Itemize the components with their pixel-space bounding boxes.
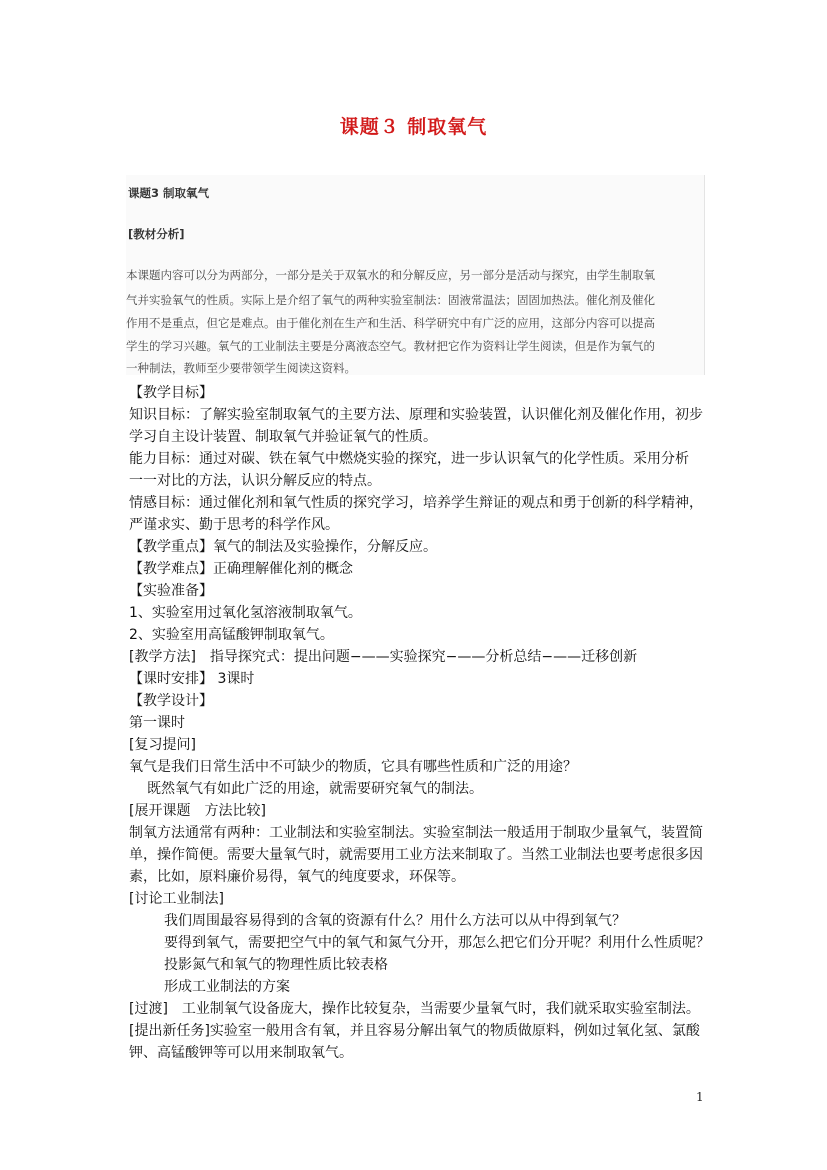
section-heading-difficulties: 【教学难点】正确理解催化剂的概念 (129, 561, 353, 577)
bracket-heading: [复习提问] (129, 737, 196, 753)
text-line: 既然氧气有如此广泛的用途，就需要研究氧气的制法。 (147, 781, 483, 797)
page-number: 1 (696, 1090, 704, 1104)
scan-paragraph-line: 气并实验氧气的性质。实际上是介绍了氧气的两种实验室制法：固液常温法；固固加热法。催化剂及催化 (126, 293, 655, 307)
text-line: 形成工业制法的方案 (164, 979, 290, 995)
text-line: [过渡] 工业制氧气设备庞大，操作比较复杂，当需要少量氧气时，我们就采取实验室制法。 (129, 1001, 700, 1017)
page-title: 课题３ 制取氧气 (339, 116, 488, 138)
scan-paragraph-line: 作用不是重点，但它是难点。由于催化剂在生产和生活、科学研究中有广泛的应用，这部分内容可以提高 (126, 316, 655, 330)
section-heading-schedule: 【课时安排】 3课时 (129, 671, 255, 687)
section-heading-design: 【教学设计】 (129, 693, 213, 709)
text-line: 氧气是我们日常生活中不可缺少的物质，它具有哪些性质和广泛的用途？ (129, 759, 577, 775)
text-line: 素，比如，原料廉价易得，氧气的纯度要求，环保等。 (129, 869, 465, 885)
text-line: 单，操作简便。需要大量氧气时，就需要用工业方法来制取了。当然工业制法也要考虑很多因 (129, 847, 703, 863)
text-line: 知识目标：了解实验室制取氧气的主要方法、原理和实验装置，认识催化剂及催化作用，初步 (129, 407, 703, 423)
text-line: 严谨求实、勤于思考的科学作风。 (129, 517, 339, 533)
bracket-heading: [讨论工业制法] (129, 891, 224, 907)
section-heading-preparation: 【实验准备】 (129, 583, 213, 599)
scan-paragraph-line: 本课题内容可以分为两部分，一部分是关于双氧水的和分解反应，另一部分是活动与探究，由学生制取氧 (126, 268, 655, 282)
scan-heading-section: [教材分析] (128, 227, 185, 241)
section-heading-methods: [教学方法] 指导探究式：提出问题−——实验探究−——分析总结−——迁移创新 (129, 649, 638, 665)
text-line: 要得到氧气，需要把空气中的氧气和氮气分开，那怎么把它们分开呢？利用什么性质呢？ (164, 935, 710, 951)
text-line: 制氧方法通常有两种：工业制法和实验室制法。实验室制法一般适用于制取少量氧气，装置简 (129, 825, 703, 841)
text-line: 投影氮气和氧气的物理性质比较表格 (164, 957, 388, 973)
text-line: 第一课时 (129, 715, 185, 731)
scan-paragraph-line: 一种制法，教师至少要带领学生阅读这资料。 (126, 361, 356, 375)
text-line: [提出新任务]实验室一般用含有氧，并且容易分解出氧气的物质做原料，例如过氧化氢、氯酸 (129, 1023, 700, 1039)
scan-heading-title: 课题3 制取氧气 (128, 186, 210, 200)
bracket-heading: [展开课题 方法比较] (129, 803, 266, 819)
text-line: 情感目标：通过催化剂和氧气性质的探究学习，培养学生辩证的观点和勇于创新的科学精神， (129, 495, 703, 511)
scan-paragraph-line: 学生的学习兴趣。氧气的工业制法主要是分离液态空气。教材把它作为资料让学生阅读，但是作为氧气的 (126, 339, 655, 353)
list-item: 1、实验室用过氧化氢溶液制取氧气。 (129, 605, 362, 621)
section-heading-objectives: 【教学目标】 (129, 385, 213, 401)
text-line: 一一对比的方法，认识分解反应的特点。 (129, 473, 381, 489)
list-item: 2、实验室用高锰酸钾制取氧气。 (129, 627, 334, 643)
text-line: 我们周围最容易得到的含氧的资源有什么？用什么方法可以从中得到氧气？ (164, 913, 626, 929)
text-line: 能力目标：通过对碳、铁在氧气中燃烧实验的探究，进一步认识氧气的化学性质。采用分析 (129, 451, 689, 467)
section-heading-key-points: 【教学重点】氧气的制法及实验操作，分解反应。 (129, 539, 437, 555)
text-line: 学习自主设计装置、制取氧气并验证氧气的性质。 (129, 429, 437, 445)
scanned-excerpt (126, 175, 705, 375)
text-line: 钾、高锰酸钾等可以用来制取氧气。 (129, 1045, 353, 1061)
